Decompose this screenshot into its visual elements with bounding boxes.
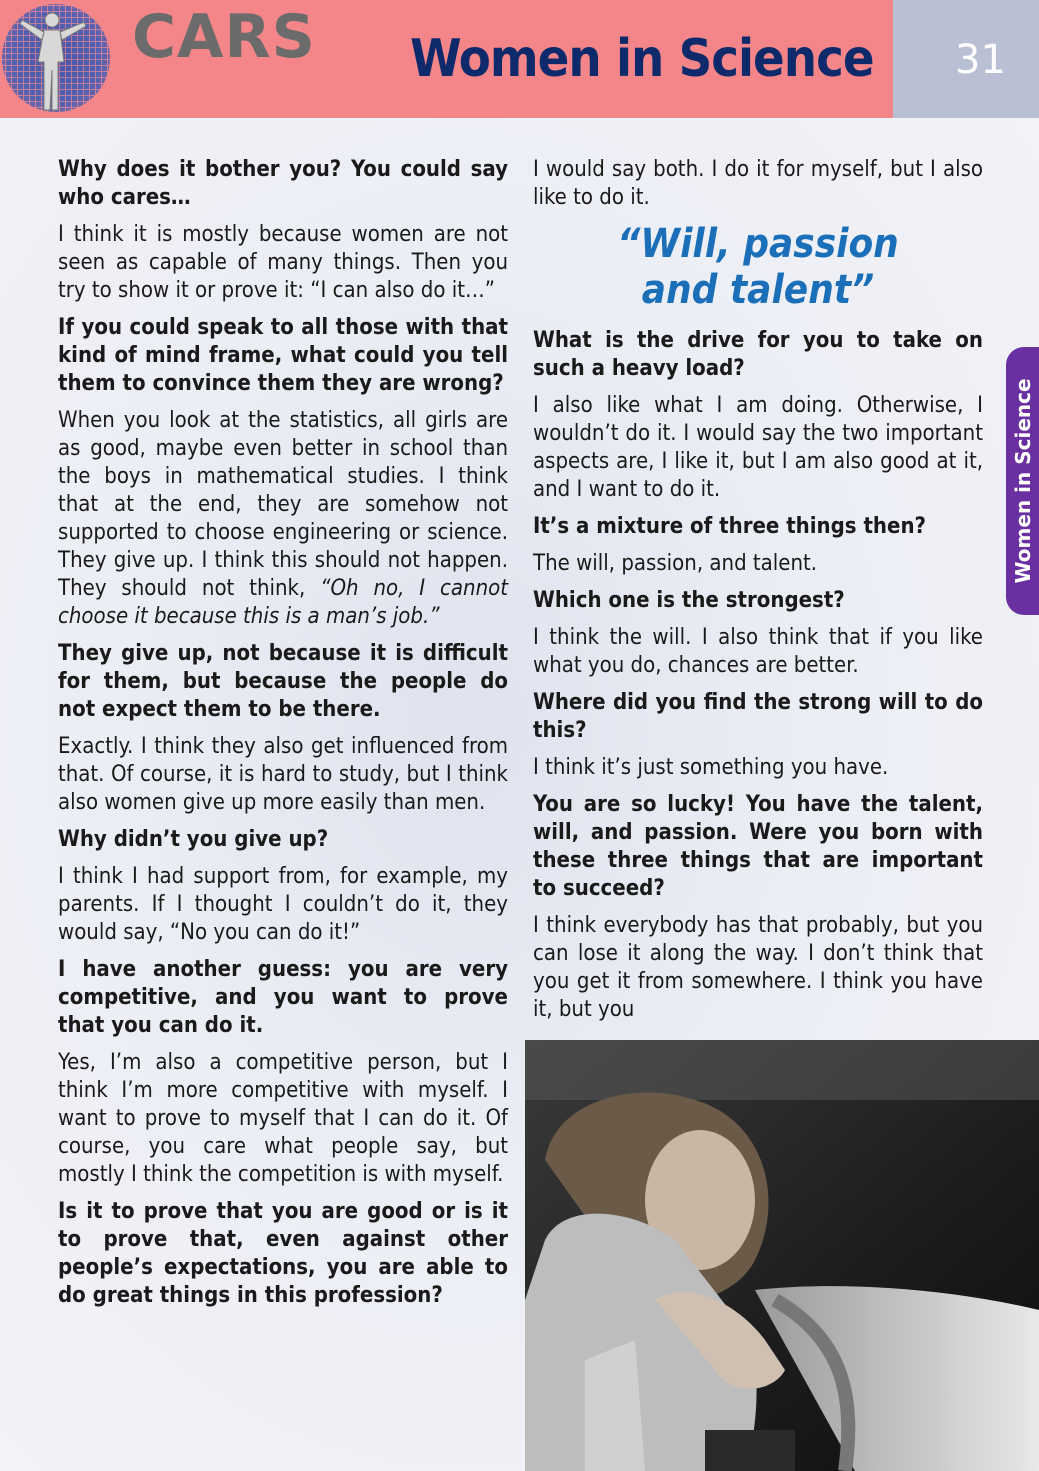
italic-quote: “Oh no, I cannot choose it because this is a man’s job.” — [58, 576, 508, 629]
right-column-items — [533, 327, 983, 1024]
paragraph-text: They give up, not because it is difficult for them, but because the people do not expect them to be there. — [58, 641, 508, 722]
interview-question — [58, 640, 508, 724]
paragraph-text: I think it’s just something you have. — [533, 755, 889, 780]
paragraph-text: Exactly. I think they also get influenced from that. Of course, it is hard to study, but I think also women give up more easily than men. — [58, 734, 508, 815]
anatomical-figure-logo-icon — [0, 0, 112, 118]
left-column — [58, 156, 508, 1319]
header-bar — [0, 0, 893, 118]
interview-question — [58, 1198, 508, 1310]
side-tab-label: Women in Science — [1010, 378, 1035, 584]
interview-answer — [533, 392, 983, 504]
interview-answer — [58, 407, 508, 631]
pull-quote — [533, 221, 983, 313]
woman-reading-photo — [525, 1040, 1039, 1471]
interview-question — [58, 156, 508, 212]
paragraph-text: Yes, I’m also a competitive person, but I think I’m more competitive with myself. I want to prove to myself that I can do it. Of course, you care what people say, but mostly I think the competition is with myself. — [58, 1050, 508, 1187]
paragraph-text: I also like what I am doing. Otherwise, I wouldn’t do it. I would say the two important aspects are, I like it, but I am also good at it, and I want to do it. — [533, 393, 983, 502]
photo-illustration — [525, 1040, 1039, 1471]
paragraph-text: I think it is mostly because women are not seen as capable of many things. Then you try to show it or prove it: “I can also do it…” — [58, 222, 508, 303]
section-side-tab — [1006, 347, 1039, 615]
answer-intro: I would say both. I do it for myself, but I also like to do it. — [533, 157, 983, 210]
paragraph-text: You are so lucky! You have the talent, will, and passion. Were you born with these three things that are important to succeed? — [533, 792, 983, 901]
interview-answer — [58, 733, 508, 817]
interview-question — [58, 826, 508, 854]
interview-question — [58, 314, 508, 398]
interview-question — [533, 587, 983, 615]
interview-question — [533, 327, 983, 383]
interview-answer — [58, 863, 508, 947]
paragraph-text: I think the will. I also think that if you like what you do, chances are better. — [533, 625, 983, 678]
paragraph-text: Where did you find the strong will to do this? — [533, 690, 983, 743]
interview-answer — [58, 221, 508, 305]
paragraph-text: Is it to prove that you are good or is it to prove that, even against other people’s expectations, you are able to do great things in this profession? — [58, 1199, 508, 1308]
paragraph-text: I think I had support from, for example, my parents. If I thought I couldn’t do it, they would say, “No you can do it!” — [58, 864, 508, 945]
brand-logo-text: CARS — [132, 2, 316, 72]
pull-quote-line: and talent” — [641, 267, 875, 313]
right-column — [533, 156, 983, 1033]
interview-answer — [533, 754, 983, 782]
pull-quote-line: “Will, passion — [617, 221, 899, 267]
interview-answer — [58, 1049, 508, 1189]
page-number: 31 — [955, 37, 1006, 83]
paragraph-text: I have another guess: you are very competitive, and you want to prove that you can do it. — [58, 957, 508, 1038]
interview-answer — [533, 912, 983, 1024]
interview-question — [58, 956, 508, 1040]
paragraph-text: What is the drive for you to take on such a heavy load? — [533, 328, 983, 381]
interview-question — [533, 689, 983, 745]
paragraph-text: Why does it bother you? You could say who cares… — [58, 157, 508, 210]
paragraph-text: Which one is the strongest? — [533, 588, 845, 613]
interview-answer — [533, 550, 983, 578]
paragraph-text: Why didn’t you give up? — [58, 827, 329, 852]
paragraph-text: When you look at the statistics, all girls are as good, maybe even better in school than the boys in mathematical studies. I think that at the end, they are somehow not supported to choose engineering or science. They give up. I think this should not happen. They should not think, — [58, 408, 508, 601]
paragraph-text: It’s a mixture of three things then? — [533, 514, 927, 539]
paragraph-text: The will, passion, and talent. — [533, 551, 818, 576]
interview-question — [533, 513, 983, 541]
paragraph-text: If you could speak to all those with that kind of mind frame, what could you tell them to convince them they are wrong? — [58, 315, 508, 396]
page-title: Women in Science — [410, 29, 874, 89]
paragraph-text: I think everybody has that probably, but you can lose it along the way. I don’t think that you get it from somewhere. I think you have it, but you — [533, 913, 983, 1022]
interview-question — [533, 791, 983, 903]
interview-answer — [533, 624, 983, 680]
